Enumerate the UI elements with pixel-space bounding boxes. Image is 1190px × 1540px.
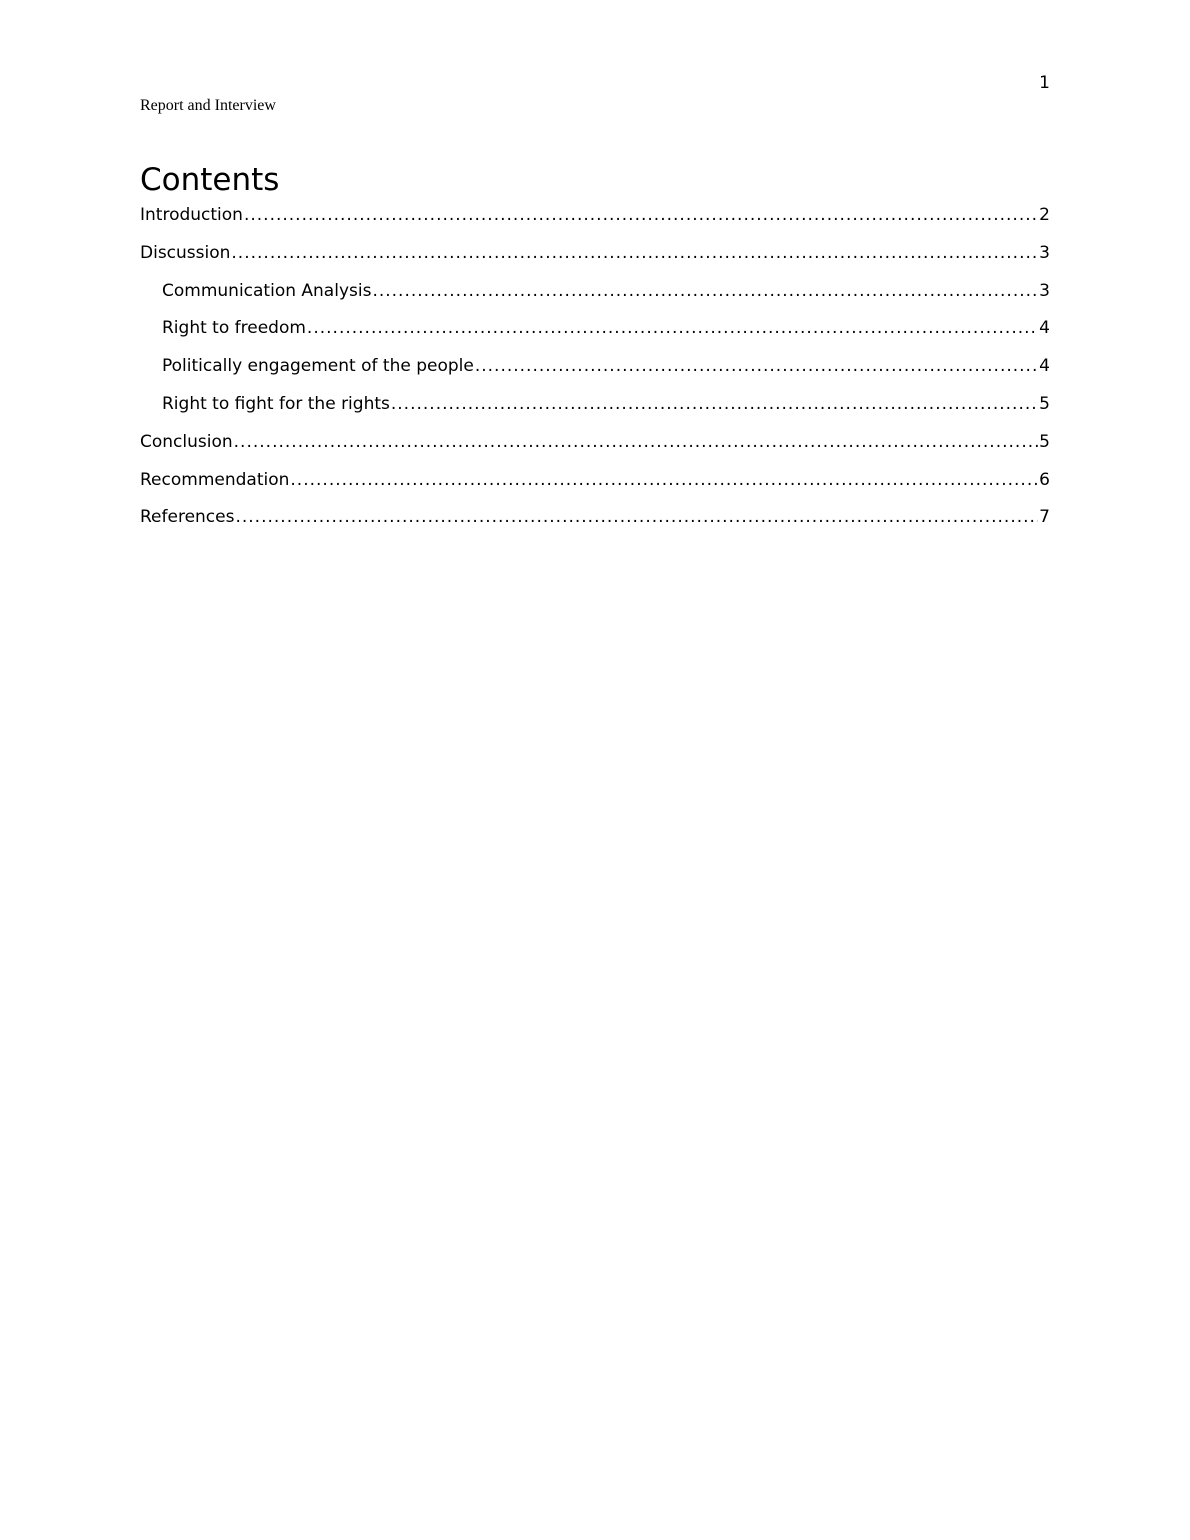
toc-entry-label: Discussion xyxy=(140,242,231,263)
toc-entry-label: References xyxy=(140,507,235,528)
toc-entry-page: 3 xyxy=(1039,280,1050,301)
toc-dot-leader xyxy=(372,273,1038,311)
toc-dot-leader xyxy=(391,386,1038,424)
toc-dot-leader xyxy=(475,348,1038,386)
toc-entry-page: 2 xyxy=(1039,205,1050,225)
toc-entry-page: 6 xyxy=(1039,469,1050,490)
toc-dot-leader xyxy=(234,424,1039,462)
toc-entry-recommendation[interactable] xyxy=(140,462,1050,500)
toc-entry-page: 3 xyxy=(1039,242,1050,263)
toc-entry-political-engagement[interactable] xyxy=(140,348,1050,386)
toc-entry-label: Politically engagement of the people xyxy=(162,356,474,377)
toc-dot-leader xyxy=(290,462,1038,500)
toc-entry-introduction[interactable] xyxy=(140,197,1050,235)
toc-entry-page: 7 xyxy=(1039,507,1050,528)
toc-title: Contents xyxy=(140,162,280,198)
toc-entry-label: Introduction xyxy=(140,205,243,225)
table-of-contents xyxy=(140,197,1050,537)
toc-dot-leader xyxy=(244,197,1038,235)
toc-entry-label: Communication Analysis xyxy=(162,280,372,301)
page-number: 1 xyxy=(1039,73,1050,93)
toc-entry-page: 4 xyxy=(1039,356,1050,377)
toc-entry-label: Recommendation xyxy=(140,469,290,490)
toc-entry-label: Conclusion xyxy=(140,431,233,452)
toc-entry-page: 4 xyxy=(1039,318,1050,339)
toc-entry-conclusion[interactable] xyxy=(140,424,1050,462)
toc-dot-leader xyxy=(231,235,1038,273)
toc-entry-communication-analysis[interactable] xyxy=(140,273,1050,311)
toc-entry-page: 5 xyxy=(1039,431,1050,452)
toc-entry-label: Right to fight for the rights xyxy=(162,393,390,414)
toc-entry-right-to-fight[interactable] xyxy=(140,386,1050,424)
toc-entry-discussion[interactable] xyxy=(140,235,1050,273)
running-header-title: Report and Interview xyxy=(140,97,276,114)
toc-entry-label: Right to freedom xyxy=(162,318,306,339)
toc-entry-references[interactable] xyxy=(140,499,1050,537)
toc-dot-leader xyxy=(235,499,1038,537)
toc-entry-page: 5 xyxy=(1039,393,1050,414)
toc-dot-leader xyxy=(307,310,1038,348)
toc-entry-right-to-freedom[interactable] xyxy=(140,310,1050,348)
